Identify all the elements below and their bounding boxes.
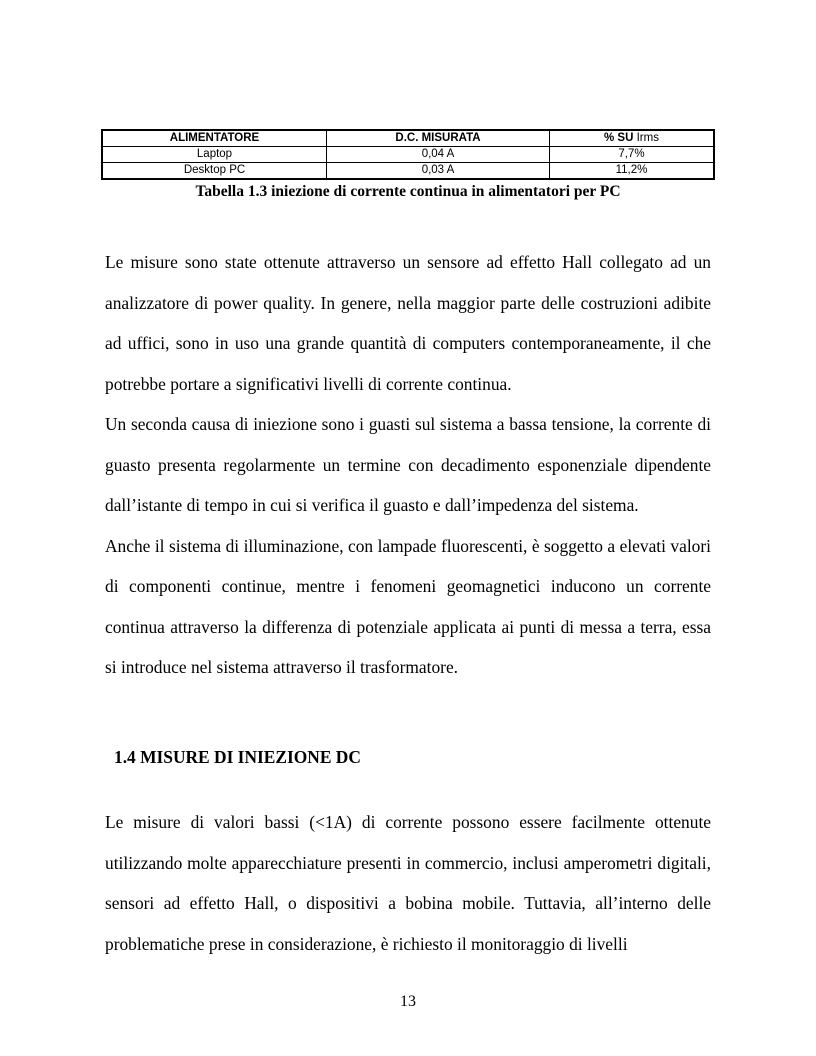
table-cell: Desktop PC xyxy=(102,163,327,180)
header-pct-irms xyxy=(550,130,715,147)
header-pct-label: % SU xyxy=(604,132,637,144)
table-row xyxy=(102,147,714,163)
table-cell: 7,7% xyxy=(550,147,715,163)
paragraph: Un seconda causa di iniezione sono i guasti sul sistema a bassa tensione, la corrente di guasto presenta regolarmente un termine con decadimento esponenziale dipendente dall’istante di tempo in cui si verifica il guasto e dall’impedenza del sistema. xyxy=(105,414,711,515)
header-dc-misurata: D.C. MISURATA xyxy=(327,130,550,147)
section-heading: 1.4 MISURE DI INIEZIONE DC xyxy=(114,747,361,767)
table-cell: 11,2% xyxy=(550,163,715,180)
table-cell: Laptop xyxy=(102,147,327,163)
section-body-block xyxy=(105,802,711,964)
header-alimentatore: ALIMENTATORE xyxy=(102,130,327,147)
paragraph: Le misure sono state ottenute attraverso un sensore ad effetto Hall collegato ad un analizzatore di power quality. In genere, nella maggior parte delle costruzioni adibite ad uffici, sono in uso una grande quantità di computers contemporaneamente, il che potrebbe portare a significativi livelli di corrente continua. xyxy=(105,252,711,394)
table-row xyxy=(102,163,714,180)
table-header-row xyxy=(102,130,714,147)
data-table-container xyxy=(101,129,715,180)
table-caption: Tabella 1.3 iniezione di corrente continua in alimentatori per PC xyxy=(195,183,621,200)
paragraph: Anche il sistema di illuminazione, con lampade fluorescenti, è soggetto a elevati valori di componenti continue, mentre i fenomeni geomagnetici inducono un corrente continua attraverso la differenza di potenziale applicata ai punti di messa a terra, essa si introduce nel sistema attraverso il trasformatore. xyxy=(105,535,711,677)
page-number: 13 xyxy=(400,993,416,1010)
paragraph: Le misure di valori bassi (<1A) di corrente possono essere facilmente ottenute utilizzando molte apparecchiature presenti in commercio, inclusi amperometri digitali, sensori ad effetto Hall, o dispositivi a bobina mobile. Tuttavia, all’interno delle problematiche prese in considerazione, è richiesto il monitoraggio di livelli xyxy=(105,812,711,954)
header-irms-label: Irms xyxy=(636,132,659,144)
dc-injection-table xyxy=(101,129,715,180)
body-text-block xyxy=(105,242,711,688)
table-cell: 0,03 A xyxy=(327,163,550,180)
table-cell: 0,04 A xyxy=(327,147,550,163)
